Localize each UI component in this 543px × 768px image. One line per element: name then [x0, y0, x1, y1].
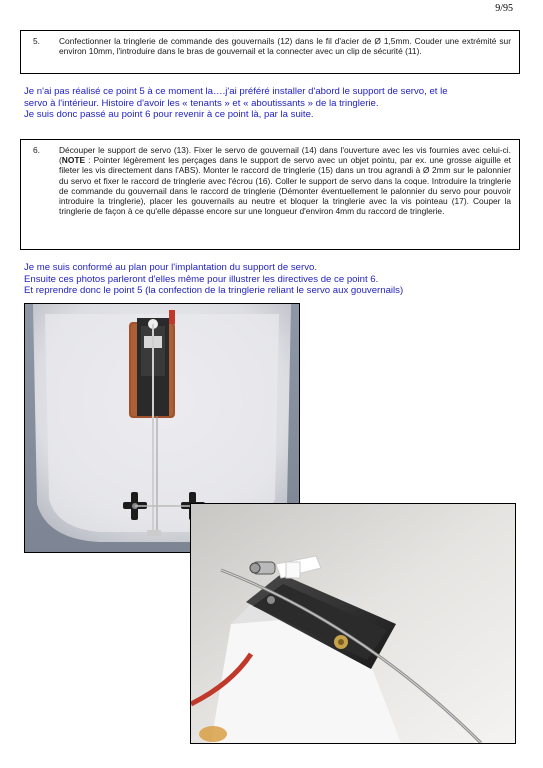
comment-1-line-2: servo à l'intérieur. Histoire d'avoir les « tenants » et « aboutissants » de la tringlerie. [24, 97, 379, 109]
photo-servo-closeup-illustration [191, 504, 515, 743]
step-6-number: 6. [33, 145, 40, 155]
step-6-note-label: NOTE [61, 155, 86, 166]
comment-2-line-3: Et reprendre donc le point 5 (la confection de la tringlerie reliant le servo aux gouvernails) [24, 285, 404, 297]
comment-1-line-3: Je suis donc passé au point 6 pour revenir à ce point là, par la suite. [24, 109, 314, 121]
comment-block-1 [24, 86, 448, 121]
step-6-text-part-2: : Pointer légèrement les perçages dans le support de servo avec un objet pointu, par ex. une grosse aiguille et fileter les vis directement dans l'ABS). Monter le raccord de tringlerie (15) dans un trou agrandi à Ø 2mm sur le palonnier du servo et fixer le raccord de tringlerie avec l'écrou (16). Coller le support de servo dans la coque. Introduire la tringlerie de commande du gouvernail dans le raccord de tringlerie (Démonter éventuellement le palonnier du servo pour pouvoir introduire la tringlerie), placer les gouvernails au neutre et bloquer la tringlerie avec la vis pointeau (17). Couper la tringlerie de façon à ce qu'elle dépasse encore sur une longueur d'environ 4mm du raccord de tringlerie. [59, 155, 511, 217]
instruction-step-5 [20, 30, 520, 74]
comment-2-line-1: Je me suis conformé au plan pour l'implantation du support de servo. [24, 262, 318, 273]
comment-1-line-1: Je n'ai pas réalisé ce point 5 à ce moment la….j'ai préféré installer d'abord le support de servo, et le [24, 86, 448, 97]
step-5-text: Confectionner la tringlerie de commande des gouvernails (12) dans le fil d'acier de Ø 1,5mm. Couder une extrémité sur environ 10mm, l'introduire dans le bras de gouvernail et la connecter avec un clip de sécurité (11). [59, 36, 511, 57]
comment-block-2 [24, 262, 403, 297]
photo-servo-closeup [190, 503, 516, 744]
comment-2-line-2: Ensuite ces photos parleront d'elles même pour illustrer les directives de ce point 6. [24, 273, 379, 285]
page-number: 9/95 [495, 3, 513, 14]
step-6-text-part-1: Découper le support de servo (13). Fixer le servo de gouvernail (14) dans l'ouverture avec les vis fournies avec celui-ci. ( [59, 145, 511, 166]
step-6-text [59, 145, 511, 216]
step-5-number: 5. [33, 36, 40, 46]
instruction-step-6 [20, 139, 520, 250]
